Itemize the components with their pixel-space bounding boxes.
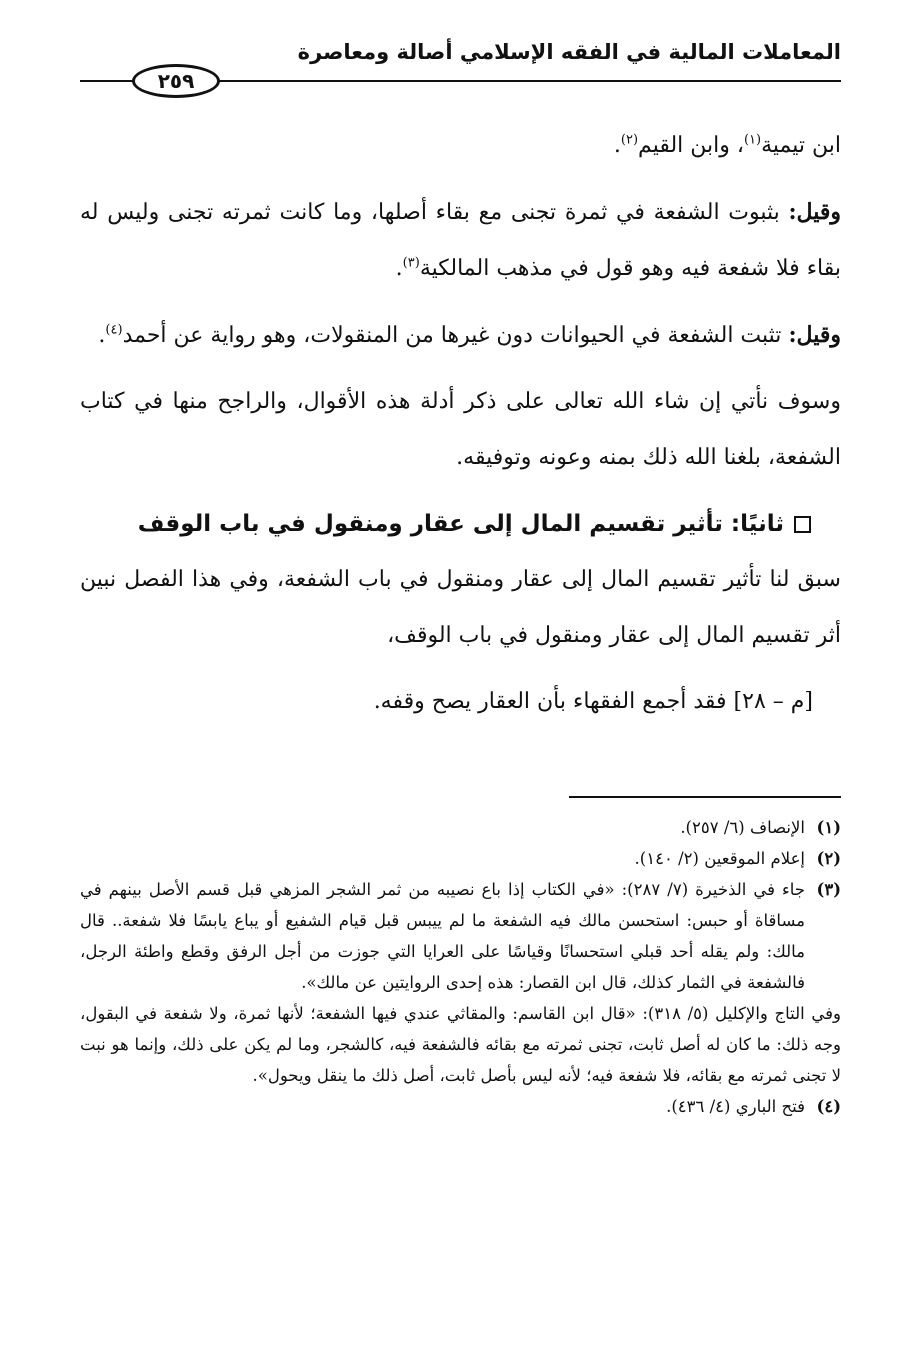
- paragraph-6: [م – ٢٨] فقد أجمع الفقهاء بأن العقار يصح وقفه.: [373, 689, 813, 714]
- footnote-ref-2[interactable]: (٢): [620, 132, 639, 148]
- footnote-3-continuation: وفي التاج والإكليل (٥/ ٣١٨): «قال ابن القاسم: والمقاثي عندي فيها الشفعة؛ لأنها ثمرة، ولا شفعة في البقول، وجه ذلك: ما كان له أصل ثابت، تجنى ثمرته مع بقائه فالشفعة فيه، كالشجر، وما لم يكن على ذلك، وإنما هو نبت لا تجنى ثمرته مع بقائه، فلا شفعة فيه؛ لأنه ليس بأصل ثابت، أصل ذلك ما ينقل ويحول».: [80, 1004, 842, 1085]
- footnote-ref-1[interactable]: (١): [743, 132, 762, 148]
- footnote-number: (٣): [816, 880, 841, 899]
- footnotes: [80, 812, 841, 1122]
- page-number: ٢٥٩: [132, 64, 220, 98]
- footnote-text: جاء في الذخيرة (٧/ ٢٨٧): «في الكتاب إذا باع نصيبه من ثمر الشجر المزهي قبل قسم الأصل بينهم في مساقاة أو حبس: استحسن مالك فيه الشفعة ما لم ييبس قبل قيام الشفيع أو يباع يابسًا فلا شفعة.. قال مالك: ولم يقله أحد قبلي استحسانًا وقياسًا على العرايا التي جوزت من أجل الرفق وقطع واطئة الرجل، فالشفعة في الثمار كذلك، قال ابن القصار: هذه إحدى الروايتين عن مالك».: [80, 880, 806, 992]
- footnote-number: (٤): [816, 1097, 841, 1116]
- paragraph-1: ابن تيمية$^{(١)}$، وابن القيم$^{(٢)}$.: [613, 132, 841, 158]
- paragraph-lead: وقيل:: [788, 322, 841, 348]
- section-heading: [80, 496, 811, 552]
- footnote-3: [80, 874, 841, 998]
- footnote-ref-3[interactable]: (٣): [402, 255, 420, 271]
- paragraph-3: وقيل: تثبت الشفعة في الحيوانات دون غيرها من المنقولات، وهو رواية عن أحمد$^{(٤)}$.: [98, 322, 841, 348]
- paragraph-lead: وقيل:: [788, 199, 841, 225]
- footnote-4: [80, 1091, 841, 1122]
- running-title: المعاملات المالية في الفقه الإسلامي أصالة ومعاصرة: [297, 40, 841, 64]
- footnote-2: [80, 843, 841, 874]
- footnote-text: فتح الباري (٤/ ٤٣٦).: [666, 1097, 805, 1116]
- square-bullet-icon: [794, 516, 811, 533]
- paragraph-5: سبق لنا تأثير تقسيم المال إلى عقار ومنقول في باب الشفعة، وفي هذا الفصل نبين أثر تقسيم المال إلى عقار ومنقول في باب الوقف،: [80, 567, 841, 648]
- footnote-number: (١): [816, 818, 841, 837]
- footnote-text: الإنصاف (٦/ ٢٥٧).: [680, 818, 805, 837]
- footnote-text: إعلام الموقعين (٢/ ١٤٠).: [634, 849, 805, 868]
- footnote-ref-4[interactable]: (٤): [105, 322, 123, 338]
- section-heading-text: ثانيًا: تأثير تقسيم المال إلى عقار ومنقول في باب الوقف: [137, 511, 784, 537]
- paragraph-2: وقيل: بثبوت الشفعة في ثمرة تجنى مع بقاء أصلها، وما كانت ثمرته تجنى وليس له بقاء فلا شفعة فيه وهو قول في مذهب المالكية$^{(٣)}$.: [80, 199, 841, 281]
- footnote-1: [80, 812, 841, 843]
- footnote-number: (٢): [816, 849, 841, 868]
- footnote-separator: [569, 796, 841, 798]
- main-text: [80, 118, 841, 740]
- paragraph-4: وسوف نأتي إن شاء الله تعالى على ذكر أدلة هذه الأقوال، والراجح منها في كتاب الشفعة، بلغنا الله ذلك بمنه وعونه وتوفيقه.: [80, 389, 841, 470]
